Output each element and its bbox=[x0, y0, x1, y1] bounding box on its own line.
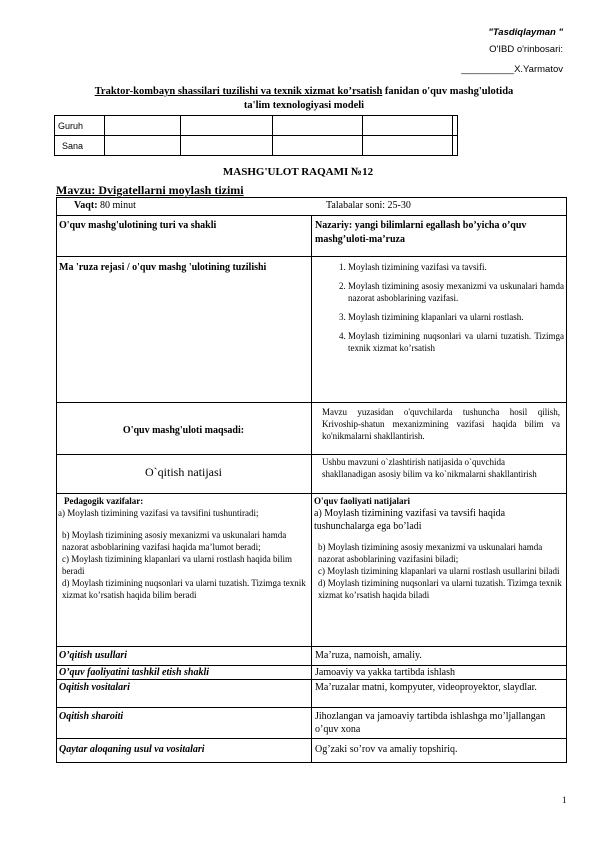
tools-label: Oqitish vositalari bbox=[59, 682, 130, 693]
type-value: Nazariy: yangi bilimlarni egallash bo’yicha o’quv mashg’uloti-ma’ruza bbox=[315, 220, 527, 245]
session-title: MASHG'ULOT RAQAMI №12 bbox=[222, 166, 374, 178]
conditions-label: Oqitish sharoiti bbox=[59, 711, 124, 722]
date-cell bbox=[105, 136, 181, 156]
approval-signature: __________X.Yarmatov bbox=[461, 64, 563, 75]
col-divider bbox=[56, 197, 57, 763]
approval-title: "Tasdiqlayman " bbox=[488, 27, 563, 38]
row-divider bbox=[56, 197, 567, 198]
result-value: Ushbu mavzuni o`zlashtirish natijasida o`quvchida shakllanadigan asosiy bilim va ko`nikmalarni shakllantirish bbox=[322, 457, 537, 479]
approval-block bbox=[461, 24, 563, 78]
page-number: 1 bbox=[562, 795, 567, 805]
students-count: Talabalar soni: 25-30 bbox=[326, 200, 411, 211]
methods-value: Ma’ruza, namoish, amaliy. bbox=[315, 650, 422, 661]
learning-result-b: b) Moylash tizimining asosiy mexanizmi va uskunalari hamda nazorat asboblarining vazifasini biladi; bbox=[318, 542, 543, 564]
goal-value: Mavzu yuzasidan o'quvchilarda tushuncha hosil qilish, Krivoship-shatun mexanizmining vazifasi haqida bilim va ko'nikmalarni shakllantirish. bbox=[322, 407, 560, 441]
conditions-value: Jihozlangan va jamoaviy tartibda ishlashga mo’ljallangan o’quv xona bbox=[315, 711, 546, 735]
group-cell bbox=[363, 116, 453, 136]
col-divider bbox=[566, 197, 567, 763]
time-value: 80 minut bbox=[97, 200, 136, 211]
plan-list bbox=[318, 261, 564, 354]
feedback-label: Qaytar aloqaning usul va vositalari bbox=[59, 744, 205, 755]
tools-value: Ma’ruzalar matni, kompyuter, videoproyektor, slaydlar. bbox=[315, 682, 537, 693]
group-cell bbox=[273, 116, 363, 136]
organization-value: Jamoaviy va yakka tartibda ishlash bbox=[315, 667, 455, 678]
organization-label: O’quv faoliyatini tashkil etish shakli bbox=[59, 667, 210, 678]
group-date-table bbox=[54, 115, 458, 156]
group-cell bbox=[453, 116, 458, 136]
feedback-value: Og’zaki so’rov va amaliy topshiriq. bbox=[315, 744, 458, 755]
pedagogical-tasks bbox=[58, 495, 308, 601]
goal-label: O'quv mashg'uloti maqsadi: bbox=[122, 425, 245, 436]
date-cell bbox=[181, 136, 273, 156]
learning-result-a: a) Moylash tizimining vazifasi va tavsifi haqida tushunchalarga ega bo’ladi bbox=[314, 508, 506, 532]
lesson-table bbox=[56, 197, 567, 763]
plan-label: Ma 'ruza rejasi / o'quv mashg 'ulotining tuzilishi bbox=[59, 262, 267, 273]
group-cell bbox=[105, 116, 181, 136]
type-label: O'quv mashg'ulotining turi va shakli bbox=[59, 220, 217, 231]
pedagogical-item-c: c) Moylash tizimining klapanlari va ularni rostlash haqida bilim beradi bbox=[62, 554, 292, 576]
learning-result-d: d) Moylash tizimining nuqsonlari va ularni tuzatish. Tizimga texnik xizmat ko’rsatish haqida biladi bbox=[318, 578, 562, 600]
methods-label: O’qitish usullari bbox=[59, 650, 128, 661]
plan-item: 2. Moylash tizimining asosiy mexanizmi va uskunalari hamda nazorat asboblarining vazifasi. bbox=[348, 280, 564, 304]
learning-result-c: c) Moylash tizimining klapanlari va ularni rostlash usullarini biladi bbox=[318, 566, 560, 576]
pedagogical-item-b: b) Moylash tizimining asosiy mexanizmi va uskunalari hamda nazorat asboblarining vazifasi haqida ma’lumot beradi; bbox=[62, 530, 287, 552]
result-label: O`qitish natijasi bbox=[145, 465, 222, 479]
date-label: Sana bbox=[55, 136, 105, 156]
topic-title: Mavzu: Dvigatellarni moylash tizimi bbox=[56, 183, 244, 197]
date-cell bbox=[363, 136, 453, 156]
plan-item: 1. Moylash tizimining vazifasi va tavsifi. bbox=[348, 261, 564, 273]
course-title-rest: fanidan o'quv mashg'ulotida bbox=[382, 86, 514, 97]
time-label: Vaqt: bbox=[74, 200, 98, 211]
approval-role: O'IBD o'rinbosari: bbox=[489, 44, 563, 55]
pedagogical-item-d: d) Moylash tizimining nuqsonlari va ularni tuzatish. Tizimga texnik xizmat ko’rsatish haqida bilim beradi bbox=[62, 578, 306, 600]
pedagogical-item-a: a) Moylash tizimining vazifasi va tavsifini tushuntiradi; bbox=[58, 508, 259, 518]
time-cell bbox=[74, 199, 136, 212]
plan-item: 3. Moylash tizimining klapanlari va ularni rostlash. bbox=[348, 311, 564, 323]
pedagogical-title: Pedagogik vazifalar: bbox=[64, 496, 144, 506]
date-cell bbox=[273, 136, 363, 156]
learning-results-title: O'quv faoliyati natijalari bbox=[314, 496, 411, 506]
course-title bbox=[40, 85, 568, 113]
group-cell bbox=[181, 116, 273, 136]
learning-results bbox=[314, 495, 562, 601]
date-cell bbox=[453, 136, 458, 156]
plan-item: 4. Moylash tizimining nuqsonlari va ularni tuzatish. Tizimga texnik xizmat ko’rsatish bbox=[348, 330, 564, 354]
course-title-name: Traktor-kombayn shassilari tuzilishi va texnik xizmat ko’rsatish bbox=[94, 86, 383, 97]
group-label: Guruh bbox=[55, 116, 105, 136]
plan-list-container bbox=[318, 261, 564, 361]
course-subtitle: ta'lim texnologiyasi modeli bbox=[243, 100, 365, 111]
col-divider bbox=[311, 215, 312, 763]
